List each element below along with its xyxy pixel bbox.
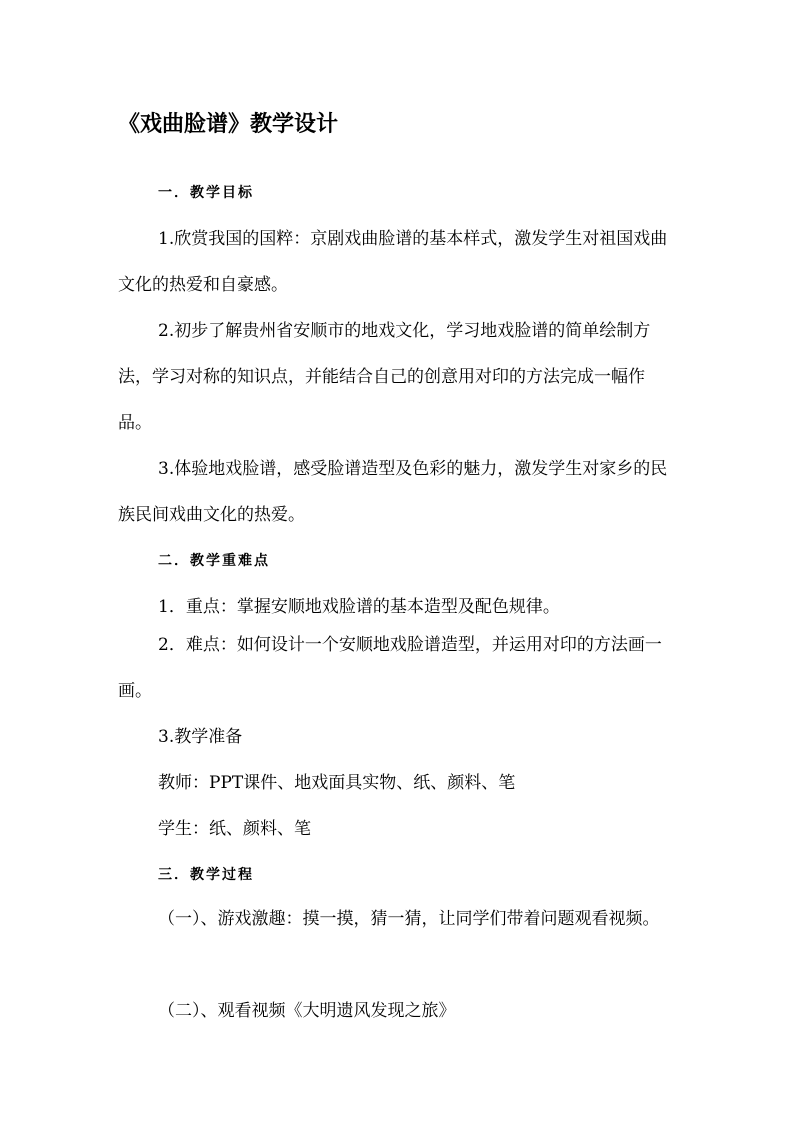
section-heading-objectives: 一．教学目标 (158, 185, 254, 201)
paragraph-key-point: 1．重点：掌握安顺地戏脸谱的基本造型及配色规律。 (158, 597, 560, 617)
paragraph-teacher-materials: 教师：PPT课件、地戏面具实物、纸、颜料、笔 (158, 773, 516, 793)
paragraph-process-2: （二）、观看视频《大明遗风发现之旅》 (158, 1001, 456, 1021)
section-heading-process: 三．教学过程 (158, 867, 254, 883)
paragraph-difficulty: 2．难点：如何设计一个安顺地戏脸谱造型，并运用对印的方法画一画。 (118, 635, 662, 701)
paragraph-process-1: （一）、游戏激趣：摸一摸，猜一猜，让同学们带着问题观看视频。 (158, 909, 660, 929)
paragraph-student-materials: 学生：纸、颜料、笔 (158, 819, 311, 839)
paragraph-preparation-title: 3.教学准备 (158, 727, 243, 747)
section-heading-key-points: 二．教学重难点 (158, 553, 270, 569)
paragraph-objective-3: 3.体验地戏脸谱，感受脸谱造型及色彩的魅力，激发学生对家乡的民族民间戏曲文化的热爱。 (118, 459, 668, 525)
paragraph-objective-2: 2.初步了解贵州省安顺市的地戏文化，学习地戏脸谱的简单绘制方法，学习对称的知识点，并能结合自己的创意用对印的方法完成一幅作品。 (118, 321, 651, 433)
paragraph-objective-1: 1.欣赏我国的国粹：京剧戏曲脸谱的基本样式，激发学生对祖国戏曲文化的热爱和自豪感。 (118, 229, 668, 295)
document-title: 《戏曲脸谱》教学设计 (118, 112, 339, 137)
